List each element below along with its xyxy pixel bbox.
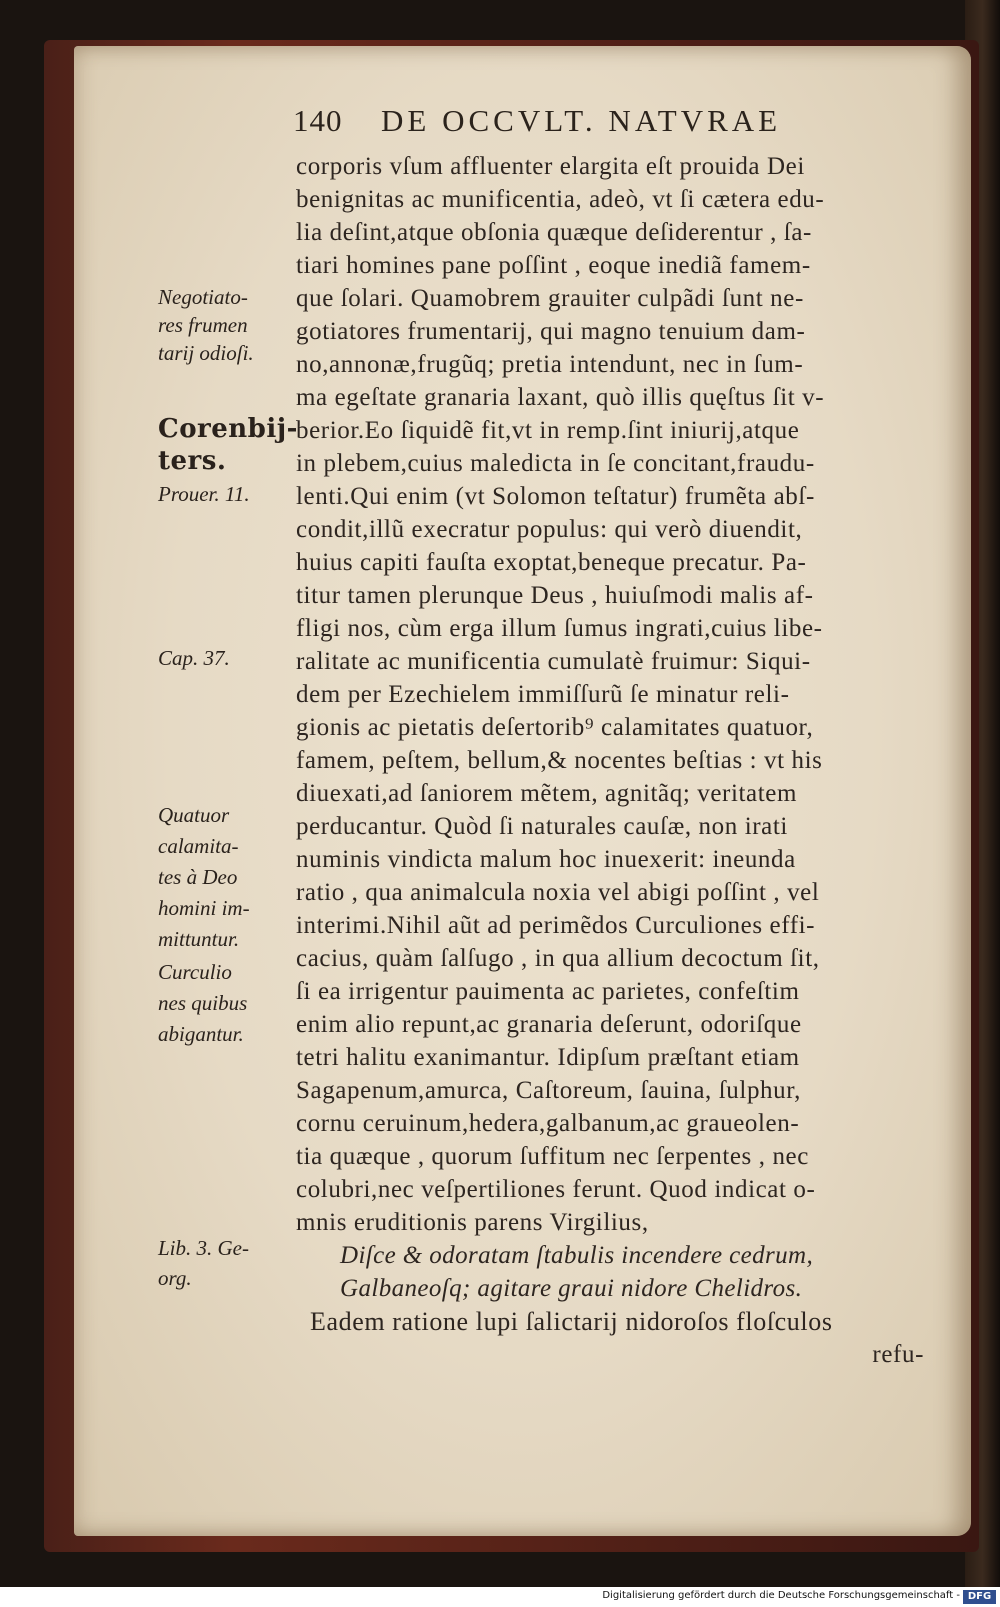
margin-note: mittuntur.	[158, 927, 240, 951]
text-line: fligi nos, cùm erga illum ſumus ingrati,cuius libe-	[296, 615, 823, 642]
margin-note: tes à Deo	[158, 865, 238, 889]
margin-note: Curculio	[158, 960, 232, 984]
text-line: numinis vindicta malum hoc inuexerit: ineunda	[296, 846, 796, 873]
text-line: ma egeſtate granaria laxant, quò illis quęſtus ſit v-	[296, 384, 825, 411]
text-line: ralitate ac munificentia cumulatè fruimur: Siqui-	[296, 648, 811, 675]
margin-note: calamita-	[158, 834, 239, 858]
text-line: ſi ea irrigentur pauimenta ac parietes, confeſtim	[296, 978, 800, 1005]
text-line: lia deſint,atque obſonia quæque deſiderentur , ſa-	[296, 219, 812, 246]
text-line: gionis ac pietatis deſertorib⁹ calamitates quatuor,	[296, 714, 814, 741]
text-line: in plebem,cuius maledicta in ſe concitant,fraudu-	[296, 450, 815, 477]
text-line: perducantur. Quòd ſi naturales cauſæ, non irati	[296, 813, 788, 840]
text-line: titur tamen plerunque Deus , huiuſmodi malis af-	[296, 582, 814, 609]
margin-note: abigantur.	[158, 1022, 244, 1046]
running-title: DE OCCVLT. NATVRAE	[381, 103, 782, 138]
text-line: cacius, quàm ſalſugo , in qua allium decoctum ſit,	[296, 945, 820, 972]
text-line: huius capiti fauſta exoptat,beneque precatur. Pa-	[296, 549, 807, 576]
margin-note: Corenbij-	[158, 414, 298, 444]
text-line: corporis vſum affluenter elargita eſt prouida Dei	[296, 153, 805, 180]
text-line: interimi.Nihil aũt ad perimẽdos Curculiones effi-	[296, 912, 816, 939]
text-line: tetri halitu exanimantur. Idipſum præſtant etiam	[296, 1044, 800, 1071]
text-line: que ſolari. Quamobrem grauiter culpãdi ſunt ne-	[296, 285, 804, 312]
margin-note: Prouer. 11.	[158, 482, 250, 506]
text-line: mnis eruditionis parens Virgilius,	[296, 1209, 649, 1236]
margin-note: org.	[158, 1266, 192, 1290]
text-line: lenti.Qui enim (vt Solomon teſtatur) frumẽta abſ-	[296, 483, 815, 510]
margin-note: res frumen	[158, 313, 248, 337]
verse-line: Galbaneoſq; agitare graui nidore Chelidros.	[340, 1275, 803, 1302]
text-line: cornu ceruinum,hedera,galbanum,ac graueolen-	[296, 1110, 800, 1137]
margin-note: Negotiato-	[158, 285, 248, 309]
margin-note: ters.	[158, 446, 227, 476]
text-line: famem, peſtem, bellum,& nocentes beſtias : vt his	[296, 747, 823, 774]
text-line: Eadem ratione lupi ſalictarij nidoroſos floſculos	[310, 1307, 833, 1336]
text-line: Sagapenum,amurca, Caſtoreum, ſauina, ſulphur,	[296, 1077, 802, 1104]
text-line: enim alio repunt,ac granaria deſerunt, odoriſque	[296, 1011, 802, 1038]
text-line: tia quæque , quorum ſuffitum nec ſerpentes , nec	[296, 1143, 809, 1170]
text-line: dem per Ezechielem immiſſurũ ſe minatur reli-	[296, 681, 790, 708]
text-line: diuexati,ad ſaniorem mẽtem, agnitãq; veritatem	[296, 780, 798, 807]
verse-line: Diſce & odoratam ſtabulis incendere cedrum,	[340, 1242, 814, 1269]
text-line: berior.Eo ſiquidẽ fit,vt in remp.ſint iniurij,atque	[296, 417, 800, 444]
margin-note: Cap. 37.	[158, 646, 230, 670]
text-line: gotiatores frumentarij, qui magno tenuium dam-	[296, 318, 806, 345]
text-line: no,annonæ,frugũq; pretia intendunt, nec in ſum-	[296, 351, 804, 378]
margin-note: homini im-	[158, 896, 250, 920]
text-line: ratio , qua animalcula noxia vel abigi poſſint , vel	[296, 879, 820, 906]
main-text-block	[296, 150, 936, 1371]
digitization-footer	[0, 1587, 1000, 1607]
margin-note: tarij odioſi.	[158, 341, 254, 365]
text-line: colubri,nec veſpertiliones ferunt. Quod indicat o-	[296, 1176, 816, 1203]
margin-note: Quatuor	[158, 803, 230, 827]
margin-note: nes quibus	[158, 991, 248, 1015]
text-line: condit,illũ execratur populus: qui verò diuendit,	[296, 516, 803, 543]
dfg-logo-icon: DFG	[963, 1590, 996, 1604]
page-number: 140	[293, 103, 343, 138]
catchword: refu-	[872, 1341, 924, 1368]
margin-note: Lib. 3. Ge-	[158, 1236, 249, 1260]
text-line: tiari homines pane poſſint , eoque inediã famem-	[296, 252, 811, 279]
text-line: benignitas ac munificentia, adeò, vt ſi cætera edu-	[296, 186, 825, 213]
running-head	[293, 103, 858, 147]
funding-credit: Digitalisierung gefördert durch die Deutsche Forschungsgemeinschaft -	[602, 1590, 960, 1601]
